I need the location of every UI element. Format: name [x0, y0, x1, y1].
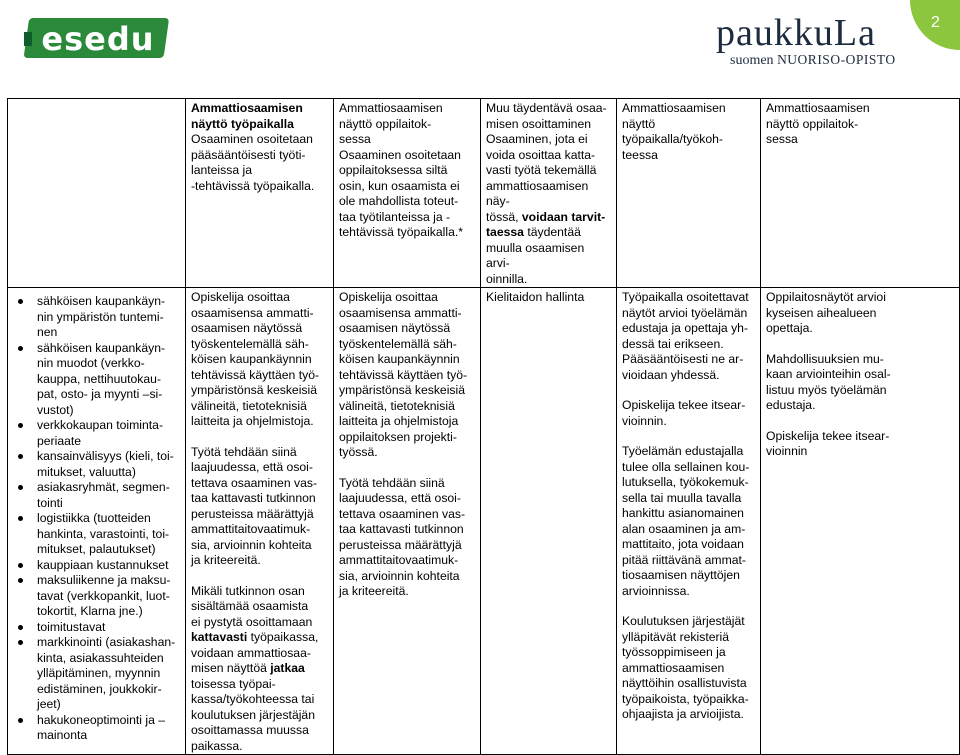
esedu-logo: [22, 12, 170, 64]
school-assessment-paragraph-3: Opiskelija tekee itsear- vioinnin: [766, 428, 890, 458]
workplace-demo-p3-bold-2: jatkaa: [270, 661, 305, 675]
workplace-demo-p3-c: työpaikassa, voidaan ammattiosaa- misen näyttöä: [191, 630, 319, 675]
supplementary-text-c: täydentää muulla osaamisen arvi- oinnilla.: [486, 225, 585, 286]
workplace-demo-paragraph-3: [191, 584, 328, 755]
paukkula-logo-title: paukkuLa: [716, 12, 876, 54]
workplace-demo-p3-bold-1: kattavasti: [191, 630, 248, 644]
supplementary-body: [481, 288, 617, 755]
school-assessment-paragraph-1: Oppilaitosnäytöt arvioi kyseisen aihealueen opettaja.: [766, 290, 886, 335]
header-cell-empty: [8, 99, 186, 288]
school-demo-heading: Ammattiosaamisen näyttö oppilaitok- sessa: [339, 101, 443, 146]
workplace-demo-p3-a: Mikäli tutkinnon osan sisältämää osaamista ei pystytä osoittamaan: [191, 583, 313, 629]
workplace-assessment-body: [617, 288, 761, 755]
header-cell-school-demo: [334, 99, 481, 288]
header-cell-workplace-assessment: [617, 99, 761, 288]
list-item: asiakasryhmät, segmen- tointi: [13, 480, 180, 511]
workplace-demo-paragraph-1: Opiskelija osoittaa osaamisensa ammatti- osaamisen näytössä työskentelemällä säh- köisen kaupankäynnin tehtävissä käyttäen työ- ympäristönsä keskeisiä välineitä, tietoteknisiä laitteita ja ohjelmistoja.: [191, 290, 320, 428]
list-item: kauppiaan kustannukset: [13, 558, 180, 574]
workplace-assessment-paragraph-3: Työelämän edustajalla tulee olla sellainen kou- lutuksella, työkokemuk- sella tai muulla tavalla hankittu asianomainen alan osaaminen ja am- mattitaito, jota voidaan pitää riittävänä ammat- tiosaamisen näyttöjen arvioinnissa.: [622, 444, 750, 598]
esedu-logo-text: esedu: [41, 20, 155, 58]
list-item: verkkokaupan toiminta- periaate: [13, 418, 180, 449]
school-demo-paragraph-2: Työtä tehdään siinä laajuudessa, että osoi- tettava osaaminen vas- taa kattavasti tutkinnon perusteissa määrättyjä ammattitaitovaatimuk- sia, arvioinnin kohteita ja kriteereitä.: [339, 475, 466, 598]
school-assessment-body: [761, 288, 960, 755]
paukkula-logo-sub-b: NUORISO-OPISTO: [777, 52, 896, 67]
skills-list-cell: [8, 288, 186, 755]
supplementary-text-a: Osaaminen, jota ei voida osoittaa katta- vasti työtä tekemällä ammattiosaamisen näy- tössä,: [486, 132, 597, 224]
workplace-assessment-paragraph-4: Koulutuksen järjestäjät ylläpitävät rekisteriä työssoppimiseen ja ammattiosaamisen näyttöihin osallistuvista työpaikoista, työpaikka- ohjaajista ja arvioijista.: [622, 614, 749, 721]
workplace-demo-p3-d: toisessa työpai- kassa/työkohteessa tai koulutuksen järjestäjän osoittamassa muussa paikassa.: [191, 676, 315, 753]
list-item: sähköisen kaupankäyn- nin muodot (verkko- kauppa, nettihuutokau- pat, osto- ja myynti –si- vustot): [13, 341, 180, 419]
school-assessment-paragraph-2: Mahdollisuuksien mu- kaan arviointeihin osal- listuu myös työelämän edustaja.: [766, 351, 891, 412]
workplace-demo-heading: Ammattiosaamisen näyttö työpaikalla: [191, 101, 303, 131]
page-number: 2: [931, 14, 940, 31]
school-demo-description: Osaaminen osoitetaan oppilaitoksessa siltä osin, kun osaamista ei ole mahdollista toteut- taa työtilanteissa ja - tehtävissä työpaikalla.*: [339, 147, 463, 239]
supplementary-heading: Muu täydentävä osaa- misen osoittaminen: [486, 101, 607, 131]
school-assessment-heading: Ammattiosaamisen näyttö oppilaitok- sessa: [766, 101, 870, 146]
workplace-assessment-heading: Ammattiosaamisen näyttö työpaikalla/työkoh- teessa: [622, 101, 726, 162]
table-body-row: [8, 288, 960, 755]
supplementary-text-bold: voidaan tarvit- taessa: [486, 209, 606, 239]
workplace-demo-paragraph-2: Työtä tehdään siinä laajuudessa, että osoi- tettava osaaminen vas- taa kattavasti tutkinnon perusteissa määrättyjä ammattitaitovaatimuk- sia, arvioinnin kohteita ja kriteereitä.: [191, 444, 318, 567]
header-cell-school-assessment: [761, 99, 960, 288]
workplace-assessment-paragraph-2: Opiskelija tekee itsear- vioinnin.: [622, 398, 746, 428]
header-cell-workplace-demo: [186, 99, 334, 288]
list-item: kansainvälisyys (kieli, toi- mitukset, valuutta): [13, 449, 180, 480]
header-cell-supplementary: [481, 99, 617, 288]
supplementary-paragraph-1: Kielitaidon hallinta: [486, 290, 585, 304]
list-item: maksuliikenne ja maksu- tavat (verkkopankit, luot- tokortit, Klarna jne.): [13, 573, 180, 620]
list-item: markkinointi (asiakashan- kinta, asiakassuhteiden ylläpitäminen, myynnin edistäminen, joukkokir- jeet): [13, 635, 180, 713]
list-item: toimitustavat: [13, 620, 180, 636]
paukkula-logo-sub-a: suomen: [730, 53, 774, 68]
assessment-table: [7, 98, 960, 755]
workplace-demo-body: [186, 288, 334, 755]
workplace-assessment-paragraph-1: Työpaikalla osoitettavat näytöt arvioi työelämän edustaja ja opettaja yh- dessä tai erikseen. Pääsääntöisesti ne ar- vioidaan yhdessä.: [622, 290, 749, 382]
list-item: hakukoneoptimointi ja – mainonta: [13, 713, 180, 744]
paukkula-logo: [716, 14, 896, 69]
page-number-badge: [910, 0, 960, 50]
paukkula-logo-subtitle: [730, 52, 896, 69]
workplace-demo-description: Osaaminen osoitetaan pääsääntöisesti työti- lanteissa ja -tehtävissä työpaikalla.: [191, 132, 315, 193]
skills-list: [13, 294, 180, 744]
supplementary-description: [486, 132, 611, 287]
school-demo-body: [334, 288, 481, 755]
list-item: sähköisen kaupankäyn- nin ympäristön tuntemi- nen: [13, 294, 180, 341]
school-demo-paragraph-1: Opiskelija osoittaa osaamisensa ammatti- osaamisen näytössä työskentelemällä säh- köisen kaupankäynnin tehtävissä käyttäen työ- ympäristönsä keskeisiä välineitä, tietoteknisiä laitteita ja ohjelmistoja oppilaitoksen projekti- työssä.: [339, 290, 468, 459]
list-item: logistiikka (tuotteiden hankinta, varastointi, toi- mitukset, palautukset): [13, 511, 180, 558]
table-header-row: [8, 99, 960, 288]
